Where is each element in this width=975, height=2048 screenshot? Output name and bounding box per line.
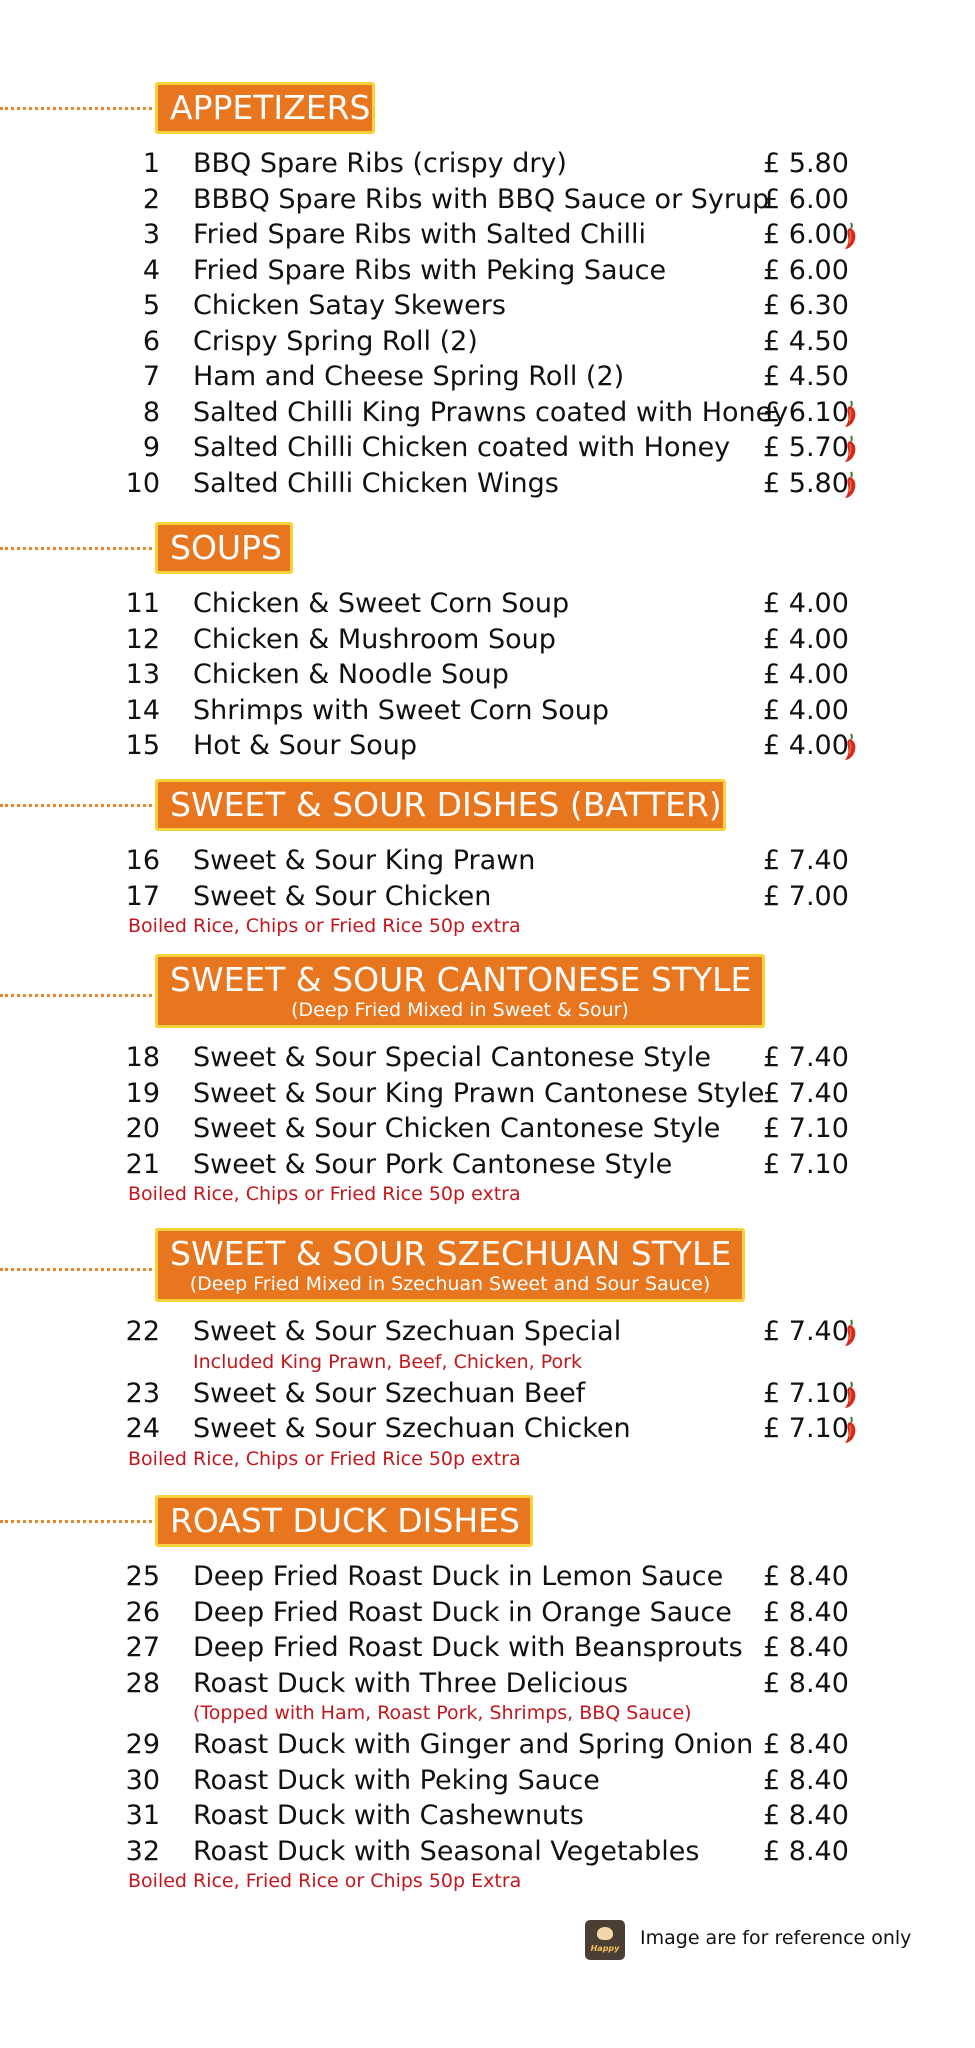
dotted-leader-line	[0, 804, 152, 807]
item-price: £ 6.30	[763, 290, 849, 321]
item-price: £ 7.10	[763, 1148, 849, 1180]
menu-item	[0, 466, 975, 502]
item-name: Hot & Sour Soup	[193, 730, 417, 761]
item-list	[0, 1559, 975, 1895]
item-number: 17	[125, 880, 160, 912]
section-title: APPETIZERS	[170, 88, 371, 127]
item-price: £ 4.50	[763, 325, 849, 357]
chili-pepper-icon	[842, 1381, 859, 1409]
item-number: 27	[125, 1632, 160, 1663]
item-number: 6	[142, 325, 160, 357]
menu-item	[0, 622, 975, 658]
menu-item	[0, 879, 975, 915]
item-price: £ 8.40	[763, 1632, 849, 1663]
item-number: 12	[125, 623, 160, 655]
chili-pepper-icon	[842, 435, 859, 463]
dotted-leader-line	[0, 994, 152, 997]
section-subtitle: (Deep Fried Mixed in Sweet & Sour)	[291, 999, 629, 1021]
item-number: 30	[125, 1764, 160, 1796]
item-price: £ 8.40	[763, 1835, 849, 1867]
item-price: £ 5.70	[763, 432, 849, 463]
menu-item	[0, 1376, 975, 1412]
item-name: Chicken & Noodle Soup	[193, 659, 509, 690]
item-number: 25	[125, 1561, 160, 1592]
item-name: Roast Duck with Ginger and Spring Onion	[193, 1729, 754, 1760]
item-name: Fried Spare Ribs with Peking Sauce	[193, 254, 667, 286]
section-title: SOUPS	[170, 528, 282, 567]
item-name: BBQ Spare Ribs (crispy dry)	[193, 148, 567, 179]
item-number: 10	[125, 467, 160, 499]
item-price: £ 7.40	[763, 845, 849, 876]
dotted-leader-line	[0, 1520, 152, 1523]
section-note: Boiled Rice, Chips or Fried Rice 50p extra	[128, 915, 521, 937]
item-price: £ 7.10	[763, 1113, 849, 1144]
item-list	[0, 1040, 975, 1208]
item-price: £ 6.00	[763, 219, 849, 250]
section-banner	[155, 954, 765, 1028]
item-name: Deep Fried Roast Duck with Beansprouts	[193, 1632, 743, 1663]
section-title: SWEET & SOUR CANTONESE STYLE	[170, 960, 752, 999]
item-price: £ 7.10	[763, 1377, 849, 1409]
item-number: 13	[125, 659, 160, 690]
menu-item	[0, 146, 975, 182]
item-detail: Included King Prawn, Beef, Chicken, Pork	[193, 1350, 582, 1373]
item-price: £ 6.00	[763, 183, 849, 215]
item-number: 1	[142, 148, 160, 179]
item-name: Shrimps with Sweet Corn Soup	[193, 694, 610, 726]
item-name: Roast Duck with Peking Sauce	[193, 1764, 600, 1796]
menu-item	[0, 395, 975, 431]
item-detail: (Topped with Ham, Roast Pork, Shrimps, BBQ Sauce)	[193, 1702, 692, 1724]
menu-item	[0, 1763, 975, 1799]
footer	[585, 1918, 975, 1962]
item-list	[0, 586, 975, 764]
section-subtitle: (Deep Fried Mixed in Szechuan Sweet and Sour Sauce)	[189, 1273, 711, 1295]
item-list	[0, 146, 975, 501]
item-price: £ 4.00	[763, 588, 849, 619]
item-number: 7	[142, 361, 160, 392]
item-number: 11	[125, 588, 160, 619]
chili-pepper-icon	[842, 400, 859, 428]
section-banner	[155, 1228, 745, 1302]
item-number: 8	[142, 396, 160, 428]
chili-pepper-icon	[842, 1319, 859, 1347]
item-name: Crispy Spring Roll (2)	[193, 325, 478, 357]
item-price: £ 4.50	[763, 361, 849, 392]
item-name: Sweet & Sour Szechuan Beef	[193, 1377, 586, 1409]
item-number: 28	[125, 1667, 160, 1699]
item-price: £ 7.00	[763, 880, 849, 912]
item-name: Salted Chilli Chicken coated with Honey	[193, 432, 731, 463]
item-number: 19	[125, 1077, 160, 1109]
item-price: £ 8.40	[763, 1800, 849, 1831]
section-banner	[155, 82, 375, 134]
happy-logo	[585, 1920, 625, 1960]
section-banner	[155, 1495, 533, 1547]
item-name: Sweet & Sour King Prawn	[193, 845, 536, 876]
item-price: £ 8.40	[763, 1596, 849, 1628]
item-number: 26	[125, 1596, 160, 1628]
menu-item	[0, 359, 975, 395]
logo-text: Happy	[590, 1944, 620, 1953]
item-price: £ 4.00	[763, 694, 849, 726]
item-name: Chicken & Mushroom Soup	[193, 623, 556, 655]
item-list	[0, 1314, 975, 1473]
item-name: Sweet & Sour Szechuan Chicken	[193, 1413, 631, 1444]
menu-item	[0, 1411, 975, 1447]
dotted-leader-line	[0, 107, 152, 110]
section-note: Boiled Rice, Fried Rice or Chips 50p Extra	[128, 1870, 522, 1892]
menu-item	[0, 288, 975, 324]
menu-item	[0, 1559, 975, 1595]
item-name: Chicken & Sweet Corn Soup	[193, 588, 570, 619]
item-number: 14	[125, 694, 160, 726]
menu-item	[0, 1630, 975, 1666]
item-name: Roast Duck with Seasonal Vegetables	[193, 1835, 700, 1867]
menu-item	[0, 657, 975, 693]
menu-item	[0, 217, 975, 253]
menu-item	[0, 324, 975, 360]
section-note: Boiled Rice, Chips or Fried Rice 50p extra	[128, 1447, 521, 1470]
menu-item	[0, 1040, 975, 1076]
menu-item	[0, 1111, 975, 1147]
section-banner	[155, 779, 726, 831]
item-number: 9	[142, 432, 160, 463]
item-price: £ 4.00	[763, 623, 849, 655]
item-number: 22	[125, 1316, 160, 1347]
item-price: £ 8.40	[763, 1729, 849, 1760]
item-name: Roast Duck with Cashewnuts	[193, 1800, 584, 1831]
menu-item	[0, 693, 975, 729]
item-number: 31	[125, 1800, 160, 1831]
item-price: £ 5.80	[763, 467, 849, 499]
item-number: 18	[125, 1042, 160, 1073]
section-title: SWEET & SOUR SZECHUAN STYLE	[170, 1234, 732, 1273]
item-price: £ 7.40	[763, 1316, 849, 1347]
item-number: 20	[125, 1113, 160, 1144]
menu-item	[0, 586, 975, 622]
menu-item	[0, 1595, 975, 1631]
menu-item	[0, 843, 975, 879]
item-name: Ham and Cheese Spring Roll (2)	[193, 361, 625, 392]
menu-item	[0, 1314, 975, 1350]
item-number: 32	[125, 1835, 160, 1867]
item-price: £ 7.40	[763, 1042, 849, 1073]
item-number: 15	[125, 730, 160, 761]
item-price: £ 7.10	[763, 1413, 849, 1444]
item-name: Roast Duck with Three Delicious	[193, 1667, 629, 1699]
item-name: Salted Chilli Chicken Wings	[193, 467, 559, 499]
item-name: Deep Fried Roast Duck in Orange Sauce	[193, 1596, 732, 1628]
item-name: Sweet & Sour Special Cantonese Style	[193, 1042, 711, 1073]
item-number: 2	[142, 183, 160, 215]
item-price: £ 8.40	[763, 1764, 849, 1796]
item-price: £ 8.40	[763, 1561, 849, 1592]
menu-item	[0, 182, 975, 218]
item-number: 29	[125, 1729, 160, 1760]
item-price: £ 6.10	[763, 396, 849, 428]
item-number: 16	[125, 845, 160, 876]
section-title: SWEET & SOUR DISHES (BATTER)	[170, 785, 722, 824]
section-note: Boiled Rice, Chips or Fried Rice 50p extra	[128, 1183, 521, 1205]
item-price: £ 4.00	[763, 730, 849, 761]
section-title: ROAST DUCK DISHES	[170, 1501, 520, 1540]
logo-face-icon	[597, 1927, 613, 1940]
item-list	[0, 843, 975, 940]
item-number: 24	[125, 1413, 160, 1444]
item-price: £ 6.00	[763, 254, 849, 286]
menu-item	[0, 1727, 975, 1763]
menu-item	[0, 1666, 975, 1702]
item-price: £ 8.40	[763, 1667, 849, 1699]
item-price: £ 5.80	[763, 148, 849, 179]
item-name: Deep Fried Roast Duck in Lemon Sauce	[193, 1561, 724, 1592]
menu-item	[0, 1798, 975, 1834]
item-name: Fried Spare Ribs with Salted Chilli	[193, 219, 647, 250]
item-price: £ 4.00	[763, 659, 849, 690]
disclaimer-text: Image are for reference only	[640, 1927, 912, 1949]
item-number: 5	[142, 290, 160, 321]
item-name: Sweet & Sour Chicken	[193, 880, 492, 912]
item-name: BBBQ Spare Ribs with BBQ Sauce or Syrup	[193, 183, 770, 215]
dotted-leader-line	[0, 547, 152, 550]
item-name: Sweet & Sour Szechuan Special	[193, 1316, 622, 1347]
item-number: 23	[125, 1377, 160, 1409]
chili-pepper-icon	[842, 222, 859, 250]
item-name: Sweet & Sour King Prawn Cantonese Style	[193, 1077, 765, 1109]
menu-item	[0, 1076, 975, 1112]
item-name: Salted Chilli King Prawns coated with Honey	[193, 396, 789, 428]
chili-pepper-icon	[842, 1416, 859, 1444]
chili-pepper-icon	[842, 733, 859, 761]
item-price: £ 7.40	[763, 1077, 849, 1109]
menu-item	[0, 1834, 975, 1870]
item-number: 21	[125, 1148, 160, 1180]
item-name: Sweet & Sour Pork Cantonese Style	[193, 1148, 673, 1180]
menu-item	[0, 1147, 975, 1183]
item-name: Sweet & Sour Chicken Cantonese Style	[193, 1113, 721, 1144]
section-banner	[155, 522, 293, 574]
menu-item	[0, 253, 975, 289]
item-name: Chicken Satay Skewers	[193, 290, 506, 321]
item-number: 4	[142, 254, 160, 286]
dotted-leader-line	[0, 1268, 152, 1271]
menu-item	[0, 430, 975, 466]
item-number: 3	[142, 219, 160, 250]
menu-item	[0, 728, 975, 764]
chili-pepper-icon	[842, 471, 859, 499]
